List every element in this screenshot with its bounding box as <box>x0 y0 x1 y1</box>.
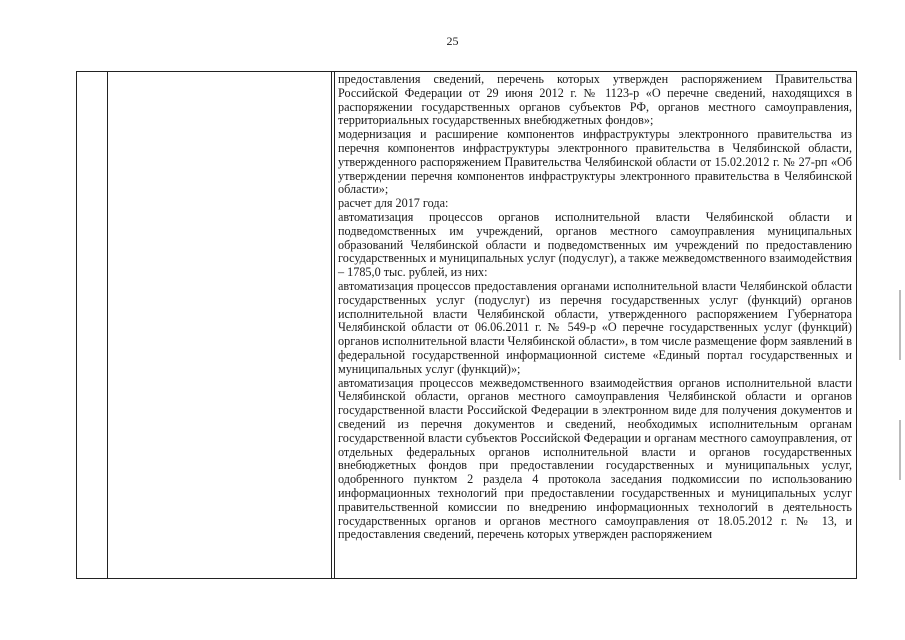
paragraph: автоматизация процессов межведомственного взаимодействия органов исполнительной власти Челябинской области, органов местного самоуправления Челябинской области и органов государственной власти Российской Федерации в электронном виде для получения документов и сведений из перечня документов и сведений, необходимых исполнительным органам государственной власти субъектов Российской Федерации и органам местного самоуправления, от отдельных федеральных органов исполнительной власти и органов государственных внебюджетных фондов при предоставлении государственных и муниципальных услуг, одобренного пунктом 2 раздела 4 протокола заседания подкомиссии по использованию информационных технологий при предоставлении государственных и муниципальных услуг правительственной комиссии по внедрению информационных технологий в деятельность государственных органов и органов местного самоуправления от 18.05.2012 г. № 13, и предоставления сведений, перечень которых утвержден распоряжением <box>338 375 852 542</box>
table-column-divider <box>331 72 332 578</box>
page-number: 25 <box>446 34 459 48</box>
paragraph: автоматизация процессов органов исполнительной власти Челябинской области и подведомственных им учреждений, органов местного самоуправления муниципальных образований Челябинской области и подведомственных им учреждений по предоставлению государственных и муниципальных услуг (подуслуг), а также межведомственного взаимодействия – 1785,0 тыс. рублей, из них: <box>338 209 852 280</box>
paragraph: расчет для 2017 года: <box>338 196 449 211</box>
table-column-divider <box>107 72 108 578</box>
table-column-divider <box>334 72 335 578</box>
table-cell-text <box>338 73 852 542</box>
document-table <box>76 71 857 579</box>
paragraph: автоматизация процессов предоставления органами исполнительной власти Челябинской области государственных услуг (подуслуг) из перечня государственных услуг (функций) органов исполнительной власти Челябинской области, утвержденного распоряжением Губернатора Челябинской области от 06.06.2011 г. № 549-р «О перечне государственных услуг (функций) органов исполнительной власти Челябинской области», в том числе размещение форм заявлений в федеральной государственной информационной системе «Единый портал государственных и муниципальных услуг (функций)»; <box>338 278 852 376</box>
paragraph: модернизация и расширение компонентов инфраструктуры электронного правительства из перечня компонентов инфраструктуры электронного правительства в Челябинской области, утвержденного распоряжением Правительства Челябинской области от 15.02.2012 г. № 27-рп «Об утверждении перечня компонентов инфраструктуры электронного правительства в Челябинской области»; <box>338 127 852 197</box>
scan-artifact <box>899 420 901 480</box>
scan-artifact <box>899 290 901 360</box>
paragraph: предоставления сведений, перечень которых утвержден распоряжением Правительства Российской Федерации от 29 июня 2012 г. № 1123-р «О перечне сведений, находящихся в распоряжении государственных органов субъектов РФ, органов местного самоуправления, территориальных государственных внебюджетных фондов»; <box>338 72 852 128</box>
